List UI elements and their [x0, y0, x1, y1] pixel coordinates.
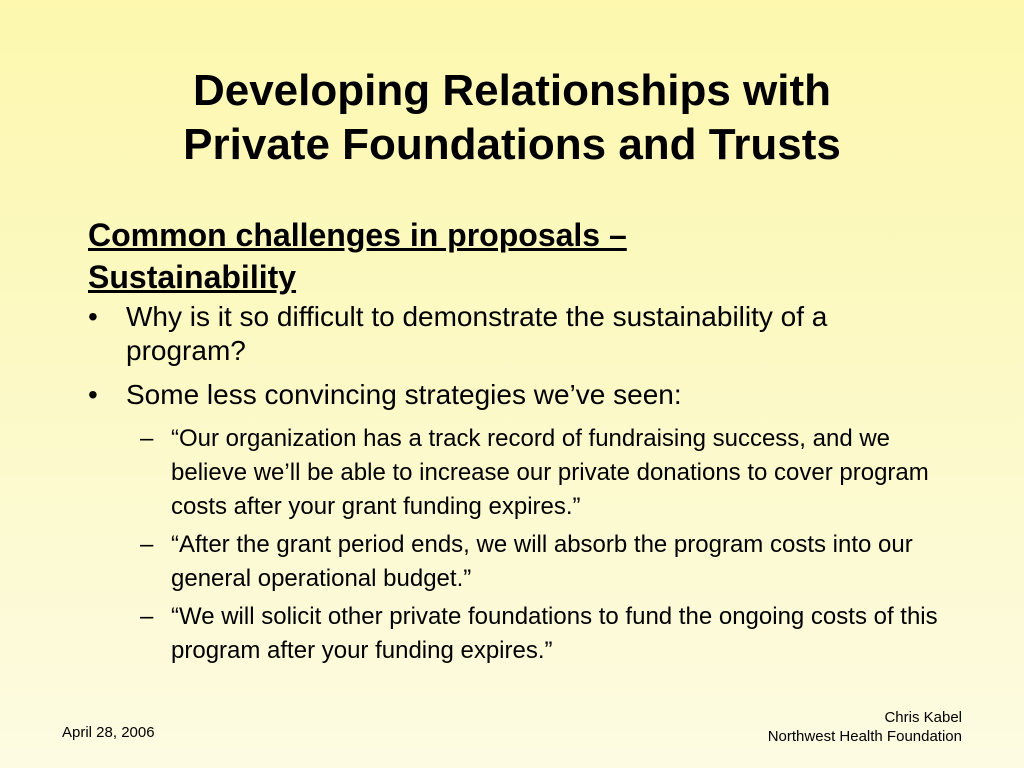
bullet-item: [88, 378, 948, 412]
subheading-line-2: Sustainability: [88, 259, 297, 295]
dash-marker: –: [140, 425, 154, 452]
bullet-text: Some less convincing strategies we’ve seen:: [126, 379, 682, 410]
bullet-text: Why is it so difficult to demonstrate the sustainability of a program?: [126, 301, 828, 366]
slide-title: [0, 64, 1024, 172]
footer-date: April 28, 2006: [62, 724, 155, 741]
slide-body: [88, 214, 948, 672]
footer-author: Chris Kabel: [884, 709, 962, 726]
sub-bullet-item: [88, 600, 948, 668]
sub-bullet-list: [88, 422, 948, 668]
sub-bullet-item: [88, 528, 948, 596]
bullet-item: [88, 300, 948, 368]
sub-bullet-text: “After the grant period ends, we will absorb the program costs into our general operational budget.”: [171, 531, 913, 592]
dash-marker: –: [140, 603, 154, 630]
sub-bullet-item: [88, 422, 948, 524]
dash-marker: –: [140, 531, 154, 558]
sub-bullet-text: “We will solicit other private foundations to fund the ongoing costs of this program after your funding expires.”: [171, 603, 938, 664]
bullet-marker: •: [88, 379, 98, 410]
section-subheading: [88, 214, 948, 298]
footer-organization: Northwest Health Foundation: [767, 728, 962, 745]
slide-title-line-1: Developing Relationships with: [192, 66, 832, 115]
subheading-line-1: Common challenges in proposals –: [88, 217, 627, 253]
slide-title-line-2: Private Foundations and Trusts: [183, 120, 841, 169]
sub-bullet-text: “Our organization has a track record of fundraising success, and we believe we’ll be able to increase our private donations to cover program costs after your grant funding expires.”: [171, 425, 929, 520]
bullet-marker: •: [88, 301, 98, 332]
footer-credit: [768, 708, 962, 746]
